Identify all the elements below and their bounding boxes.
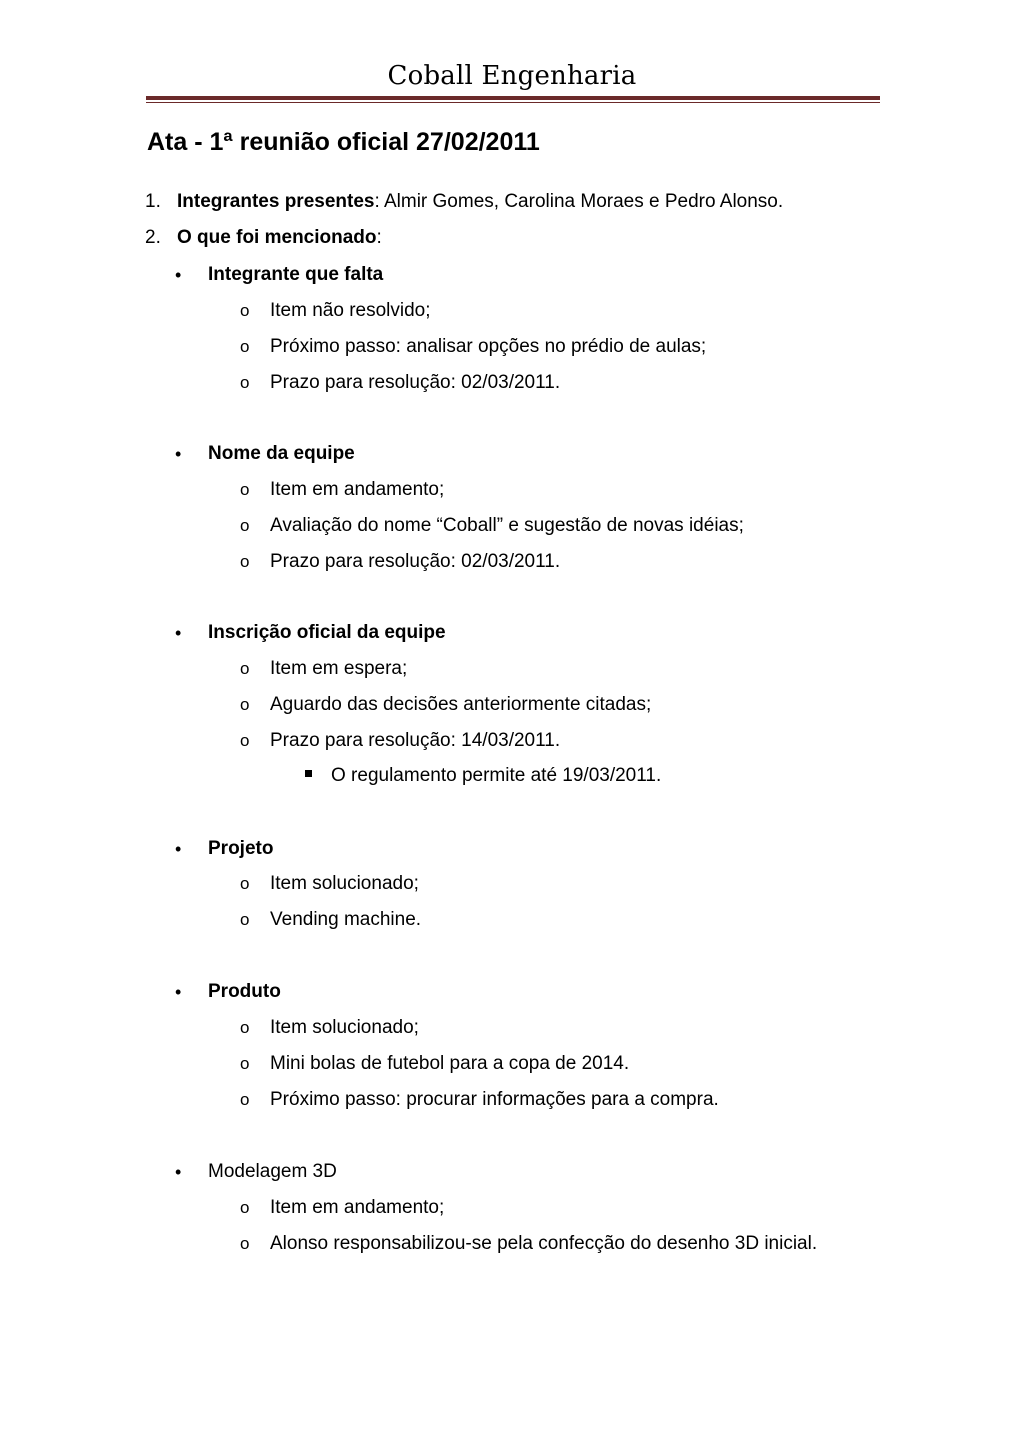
circle-bullet-icon: o xyxy=(240,480,250,499)
topic-title-projeto xyxy=(208,837,273,861)
bullet-icon: • xyxy=(175,1162,182,1182)
circle-bullet-icon: o xyxy=(240,731,250,750)
list-number-2: 2. xyxy=(145,227,161,248)
topic-item: Próximo passo: procurar informações para a compra. xyxy=(270,1089,719,1110)
circle-bullet-icon: o xyxy=(240,659,250,678)
topic-item: Prazo para resolução: 02/03/2011. xyxy=(270,551,561,572)
topic-item: Vending machine. xyxy=(270,909,422,930)
circle-bullet-icon: o xyxy=(240,516,250,535)
topic-title-inscricao xyxy=(208,621,446,645)
circle-bullet-icon: o xyxy=(240,373,250,392)
list-item-integrantes xyxy=(177,190,783,214)
header-company-name: Coball Engenharia xyxy=(387,61,637,91)
bullet-icon: • xyxy=(175,623,182,643)
circle-bullet-icon: o xyxy=(240,552,250,571)
header-rule xyxy=(146,96,880,104)
topic-title-text: Inscrição oficial da equipe xyxy=(208,622,446,643)
topic-title-produto xyxy=(208,980,281,1004)
topic-item: Item não resolvido; xyxy=(270,300,431,321)
circle-bullet-icon: o xyxy=(240,1234,250,1253)
topic-item: Prazo para resolução: 02/03/2011. xyxy=(270,372,561,393)
bullet-icon: • xyxy=(175,444,182,464)
circle-bullet-icon: o xyxy=(240,910,250,929)
topic-item: Próximo passo: analisar opções no prédio de aulas; xyxy=(270,336,707,357)
square-bullet-icon xyxy=(305,770,312,777)
topic-item: Prazo para resolução: 14/03/2011. xyxy=(270,730,561,751)
list-item-label: Integrantes presentes xyxy=(177,191,375,212)
header-rule-thick xyxy=(146,96,880,100)
topic-title-text: Produto xyxy=(208,981,281,1002)
circle-bullet-icon: o xyxy=(240,1090,250,1109)
bullet-icon: • xyxy=(175,839,182,859)
topic-item: Item em andamento; xyxy=(270,479,445,500)
list-item-label: O que foi mencionado xyxy=(177,227,377,248)
circle-bullet-icon: o xyxy=(240,1198,250,1217)
topic-title-integrante xyxy=(208,263,383,287)
document-title: Ata - 1ª reunião oficial 27/02/2011 xyxy=(147,128,540,156)
header-rule-thin xyxy=(146,102,880,103)
circle-bullet-icon: o xyxy=(240,301,250,320)
bullet-icon: • xyxy=(175,265,182,285)
circle-bullet-icon: o xyxy=(240,1054,250,1073)
topic-item: Mini bolas de futebol para a copa de 2014. xyxy=(270,1053,630,1074)
topic-item: Item solucionado; xyxy=(270,873,419,894)
topic-subitem: O regulamento permite até 19/03/2011. xyxy=(331,765,662,786)
circle-bullet-icon: o xyxy=(240,337,250,356)
circle-bullet-icon: o xyxy=(240,1018,250,1037)
list-item-text: : xyxy=(376,227,382,248)
topic-title-nome xyxy=(208,442,355,466)
bullet-icon: • xyxy=(175,982,182,1002)
topic-title-text: Integrante que falta xyxy=(208,264,384,285)
topic-item: Alonso responsabilizou-se pela confecção do desenho 3D inicial. xyxy=(270,1233,818,1254)
topic-item: Item em andamento; xyxy=(270,1197,445,1218)
topic-item: Aguardo das decisões anteriormente citadas; xyxy=(270,694,652,715)
circle-bullet-icon: o xyxy=(240,874,250,893)
list-number-1: 1. xyxy=(145,191,161,212)
topic-title-text: Projeto xyxy=(208,838,274,859)
topic-item: Item em espera; xyxy=(270,658,408,679)
topic-item: Item solucionado; xyxy=(270,1017,419,1038)
topic-item: Avaliação do nome “Coball” e sugestão de novas idéias; xyxy=(270,515,744,536)
list-item-text: : Almir Gomes, Carolina Moraes e Pedro Alonso. xyxy=(374,191,784,212)
circle-bullet-icon: o xyxy=(240,695,250,714)
topic-title-text: Nome da equipe xyxy=(208,443,355,464)
list-item-mencionado xyxy=(177,226,382,250)
topic-title-modelagem: Modelagem 3D xyxy=(208,1161,337,1182)
